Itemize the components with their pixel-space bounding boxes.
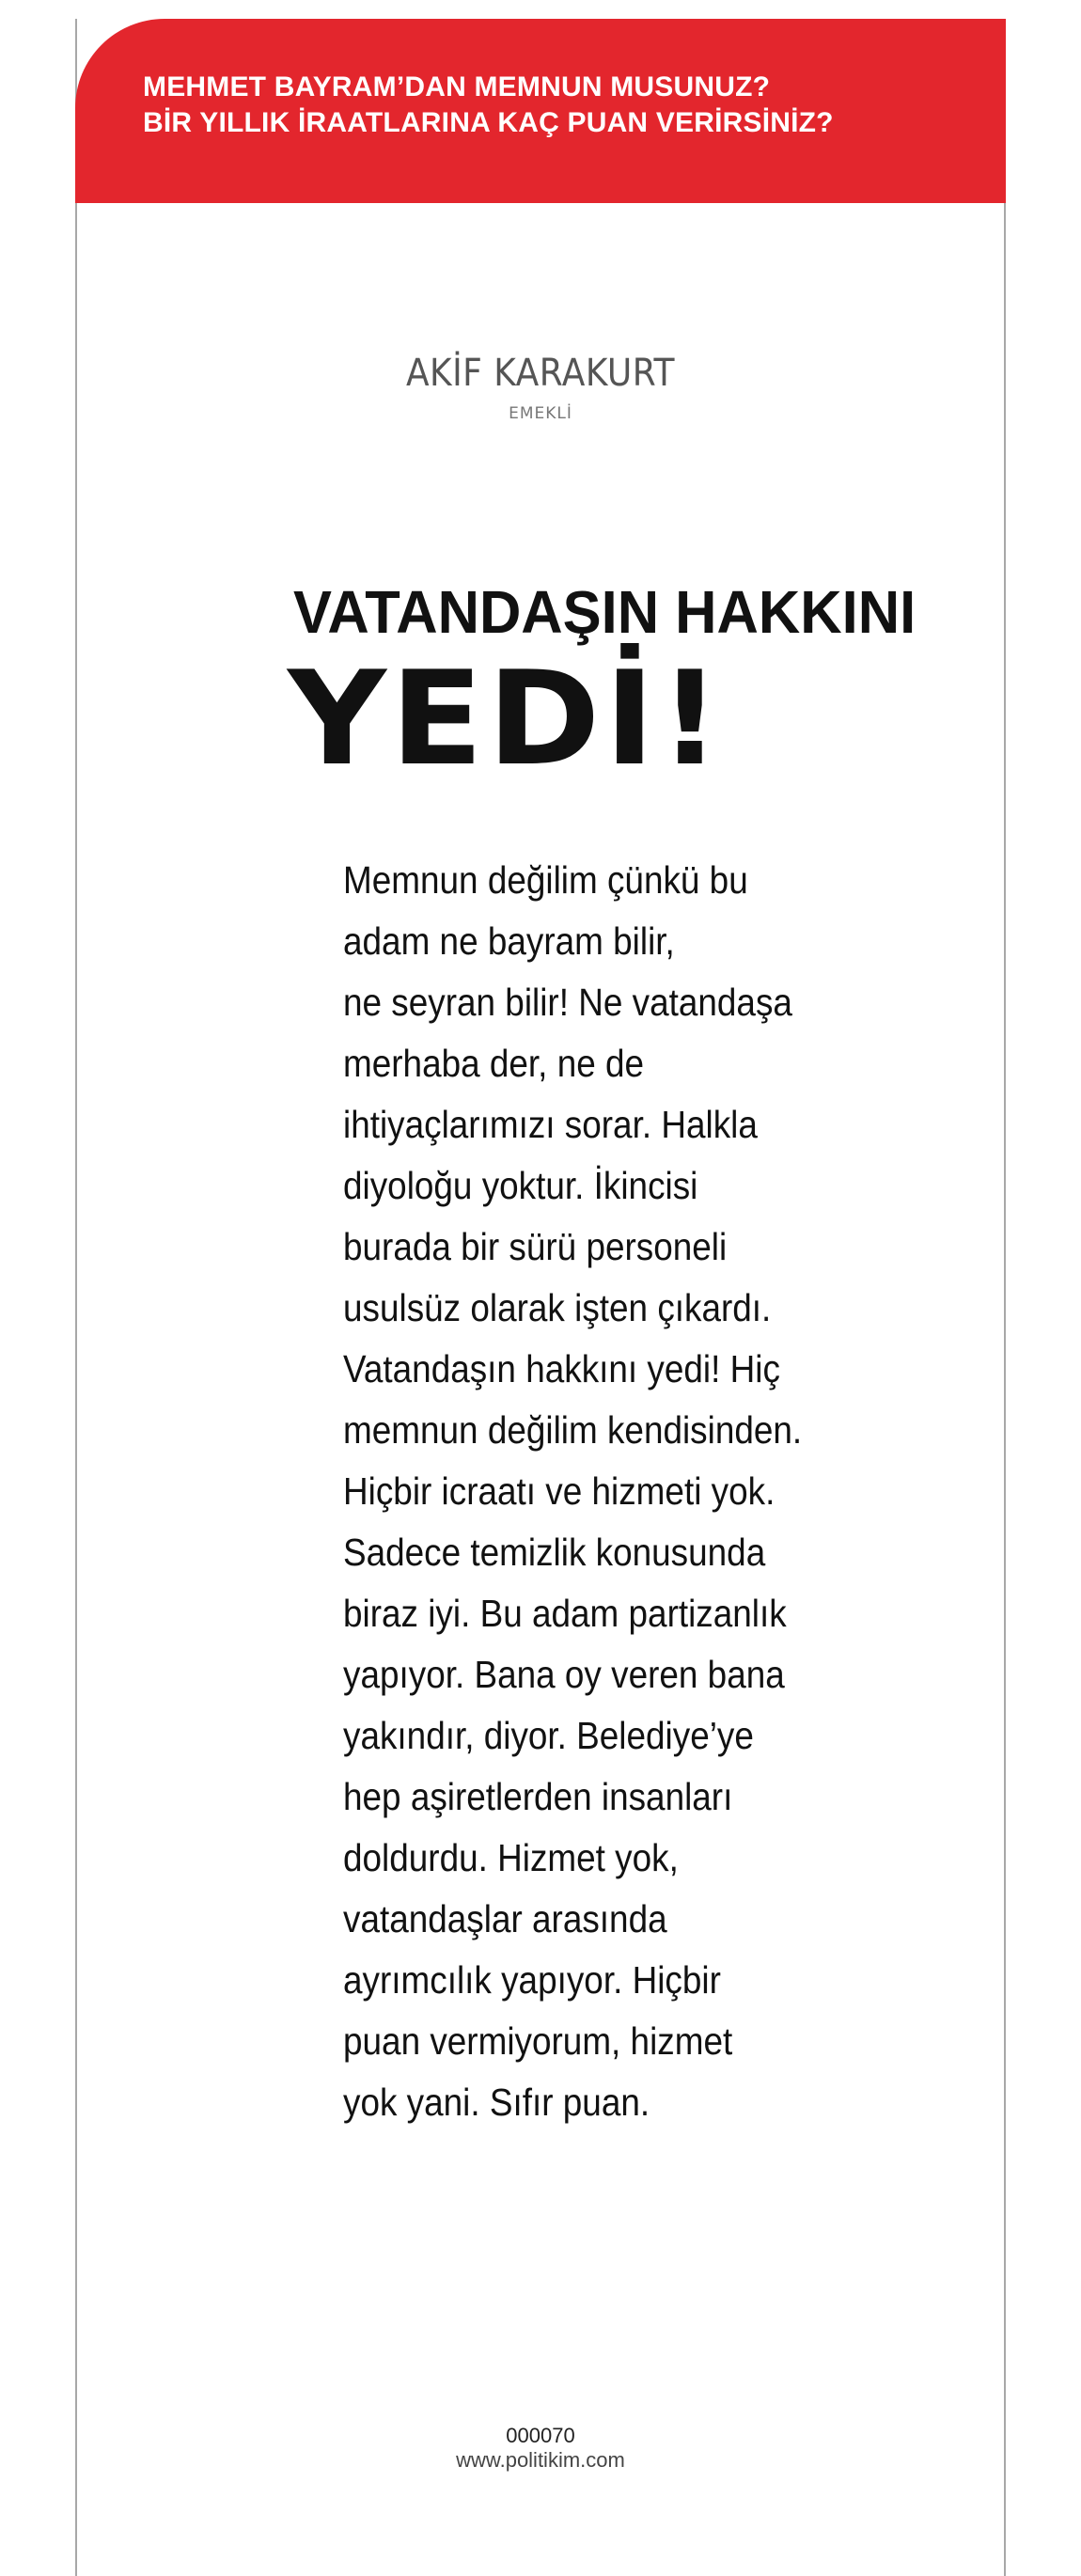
interviewee-occupation: EMEKLİ <box>509 404 572 423</box>
headline-line-2: YEDİ! <box>288 643 726 794</box>
body-line: Sadece temizlik konusunda <box>343 1531 766 1574</box>
interviewee-name: AKİF KARAKURT <box>405 352 676 395</box>
body-line: puan vermiyorum, hizmet <box>343 2019 733 2063</box>
website-link[interactable]: www.politikim.com <box>456 2448 625 2472</box>
body-line: biraz iyi. Bu adam partizanlık <box>343 1592 787 1635</box>
body-line: ne seyran bilir! Ne vatandaşa <box>343 981 792 1024</box>
body-line: yakındır, diyor. Belediye’ye <box>343 1714 754 1757</box>
body-line: hep aşiretlerden insanları <box>343 1775 733 1818</box>
body-line: vatandaşlar arasında <box>343 1897 667 1940</box>
article-body <box>343 850 834 2133</box>
body-line: adam ne bayram bilir, <box>343 919 675 963</box>
question-banner <box>75 19 1006 203</box>
body-line: Vatandaşın hakkını yedi! Hiç <box>343 1347 780 1390</box>
banner-question-line-2: BİR YILLIK İRAATLARINA KAÇ PUAN VERİRSİNİZ? <box>143 107 834 138</box>
body-line: yapıyor. Bana oy veren bana <box>343 1653 785 1696</box>
body-line: yok yani. Sıfır puan. <box>343 2081 650 2124</box>
body-line: usulsüz olarak işten çıkardı. <box>343 1286 772 1329</box>
body-line: merhaba der, ne de <box>343 1042 645 1085</box>
body-line: ihtiyaçlarımızı sorar. Halkla <box>343 1103 758 1146</box>
body-line: Hiçbir icraatı ve hizmeti yok. <box>343 1469 776 1513</box>
body-line: Memnun değilim çünkü bu <box>343 858 748 902</box>
headline-line-1: VATANDAŞIN HAKKINI <box>293 578 916 646</box>
body-line: diyoloğu yoktur. İkincisi <box>343 1164 698 1207</box>
banner-question-line-1: MEHMET BAYRAM’DAN MEMNUN MUSUNUZ? <box>143 71 771 102</box>
body-line: ayrımcılık yapıyor. Hiçbir <box>343 1958 721 2002</box>
body-line: memnun değilim kendisinden. <box>343 1408 803 1452</box>
body-line: doldurdu. Hizmet yok, <box>343 1836 679 1879</box>
body-line: burada bir sürü personeli <box>343 1225 728 1268</box>
page-code: 000070 <box>506 2424 575 2447</box>
